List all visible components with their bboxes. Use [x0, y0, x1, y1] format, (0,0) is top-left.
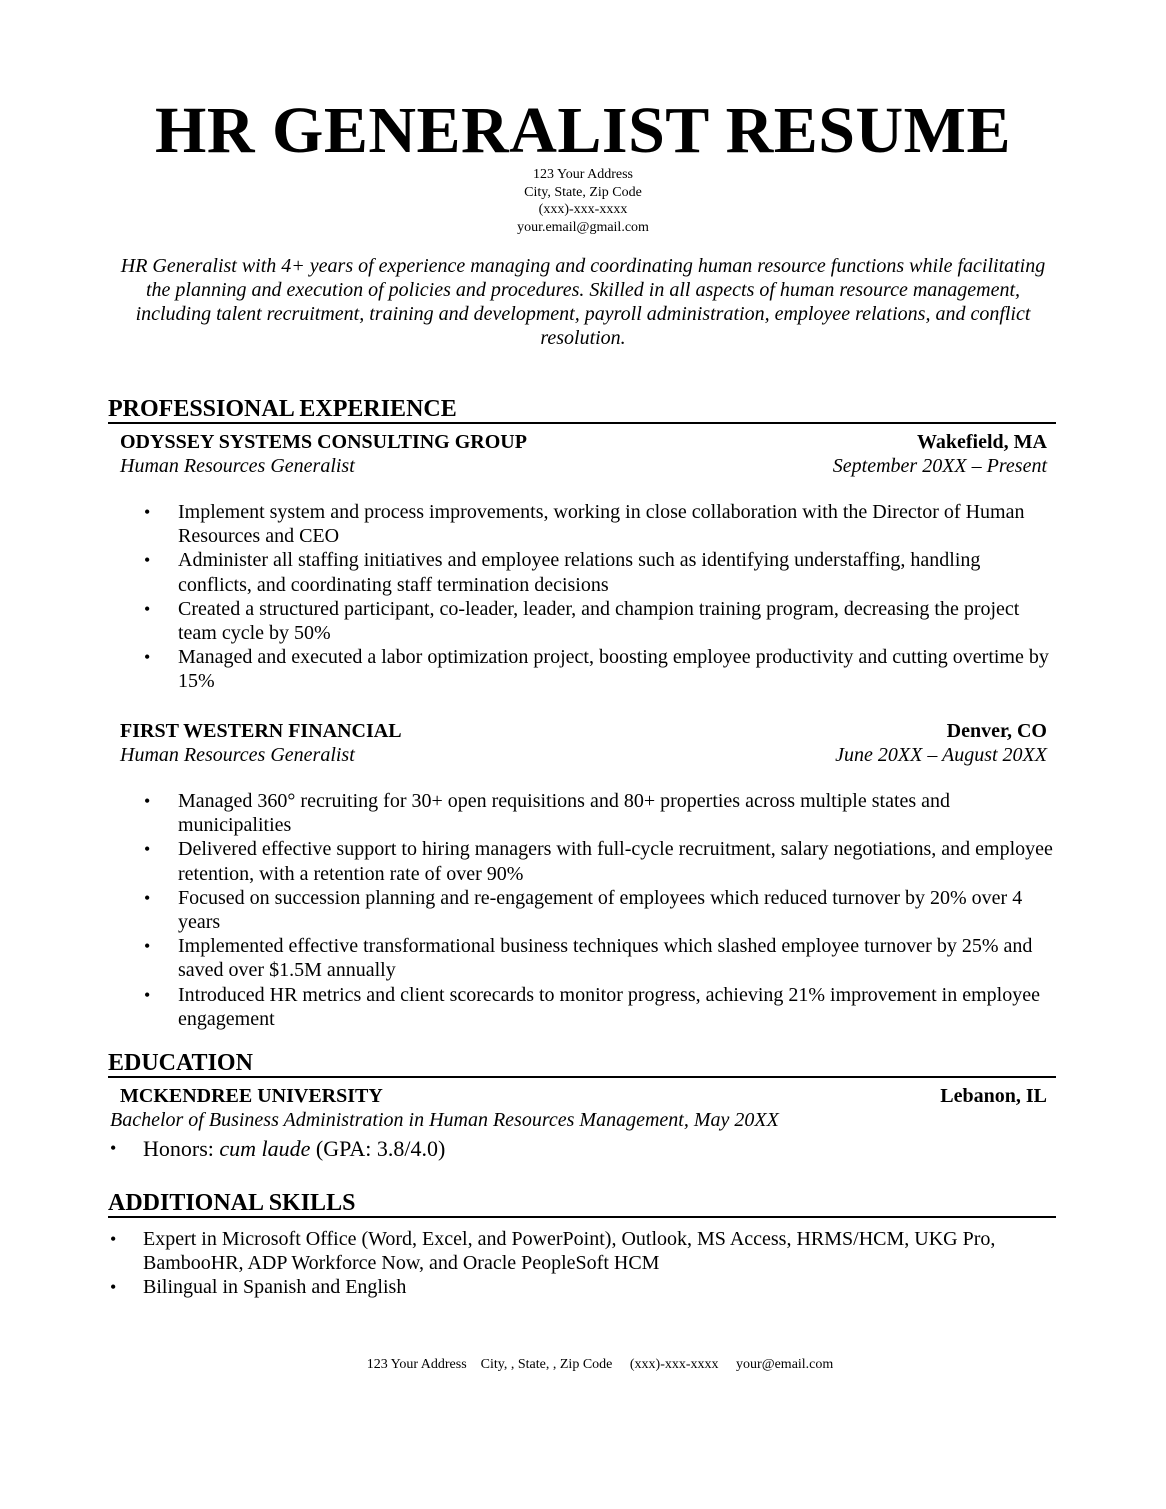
list-item	[144, 983, 1058, 1031]
list-item	[144, 934, 1058, 982]
bullet-dot-icon: •	[110, 1229, 117, 1249]
list-item	[144, 548, 1058, 596]
education-degree: Bachelor of Business Administration in Human Resources Management, May 20XX	[110, 1109, 779, 1131]
bullet-dot-icon: •	[144, 839, 151, 860]
list-item	[110, 1275, 1048, 1299]
job-company: FIRST WESTERN FINANCIAL	[120, 720, 402, 742]
bullet-dot-icon: •	[144, 598, 151, 619]
bullet-dot-icon: •	[110, 1138, 117, 1158]
contact-phone: (xxx)-xxx-xxxx	[538, 202, 628, 217]
section-heading-experience: PROFESSIONAL EXPERIENCE	[108, 396, 1056, 424]
list-item	[110, 1136, 1043, 1162]
honors-label: Honors:	[143, 1136, 220, 1161]
bullet-dot-icon: •	[144, 887, 151, 908]
contact-block	[0, 166, 1166, 236]
bullet-text: Managed and executed a labor optimization project, boosting employee productivity and cutting overtime by 15%	[178, 646, 1049, 693]
job-role: Human Resources Generalist	[120, 455, 355, 477]
list-item	[110, 1227, 1048, 1275]
bullet-text: Implemented effective transformational business techniques which slashed employee turnover by 25% and saved over $1.5M annually	[178, 935, 1033, 982]
education-header-row	[120, 1084, 1047, 1108]
gpa-text: (GPA: 3.8/4.0)	[310, 1136, 446, 1161]
bullet-text: Focused on succession planning and re-engagement of employees which reduced turnover by 20% over 4 years	[178, 886, 1023, 934]
bullet-text: Created a structured participant, co-leader, leader, and champion training program, decreasing the project team cycle by 50%	[178, 597, 1020, 645]
summary: HR Generalist with 4+ years of experience managing and coordinating human resource functions while facilitating the planning and execution of policies and procedures. Skilled in all aspects of human resource management, including talent recruitment, training and development, payroll administration, employee relations, and conflict resolution.	[120, 255, 1046, 349]
list-item	[144, 500, 1058, 548]
job-dates: June 20XX – August 20XX	[835, 744, 1047, 766]
bullet-text: Implement system and process improvements, working in close collaboration with the Director of Human Resources and CEO	[178, 501, 1025, 548]
bullet-text: Administer all staffing initiatives and employee relations such as identifying understaffing, handling conflicts, and coordinating staff termination decisions	[178, 549, 981, 596]
bullet-dot-icon: •	[110, 1277, 117, 1298]
education-school: MCKENDREE UNIVERSITY	[120, 1085, 383, 1107]
job-dates: September 20XX – Present	[832, 455, 1047, 477]
footer-email: your@email.com	[736, 1357, 834, 1372]
education-bullet-list	[110, 1136, 1043, 1162]
bullet-text: Introduced HR metrics and client scorecards to monitor progress, achieving 21% improvement in employee engagement	[178, 983, 1040, 1030]
skill-text: Bilingual in Spanish and English	[143, 1276, 407, 1299]
contact-address: 123 Your Address	[533, 167, 633, 182]
bullet-dot-icon: •	[144, 984, 151, 1005]
contact-city-state-zip: City, State, Zip Code	[524, 184, 642, 200]
job-role: Human Resources Generalist	[120, 744, 355, 766]
footer-phone: (xxx)-xxx-xxxx	[629, 1357, 719, 1372]
education-location: Lebanon, IL	[940, 1085, 1047, 1107]
bullet-dot-icon: •	[144, 936, 151, 957]
bullet-dot-icon: •	[144, 791, 151, 811]
footer-city-state-zip: City, , State, , Zip Code	[480, 1357, 613, 1372]
footer-contact	[0, 1356, 1166, 1374]
job-header-row	[120, 719, 1047, 743]
skills-bullet-list	[110, 1227, 1048, 1300]
honors-value: cum laude	[219, 1136, 311, 1161]
skill-text: Expert in Microsoft Office (Word, Excel, and PowerPoint), Outlook, MS Access, HRMS/HCM, UKG Pro, BambooHR, ADP Workforce Now, and Oracle PeopleSoft HCM	[143, 1228, 996, 1275]
bullet-text: Delivered effective support to hiring managers with full-cycle recruitment, salary negotiations, and employee retention, with a retention rate of over 90%	[178, 838, 1053, 885]
bullet-dot-icon: •	[144, 647, 151, 668]
footer-address: 123 Your Address	[366, 1357, 467, 1372]
list-item	[144, 837, 1058, 885]
job-role-row	[120, 454, 1047, 478]
job-role-row	[120, 743, 1047, 767]
job-location: Wakefield, MA	[917, 431, 1047, 453]
job-company: ODYSSEY SYSTEMS CONSULTING GROUP	[120, 431, 527, 453]
page-title: HR GENERALIST RESUME	[155, 94, 1011, 167]
list-item	[144, 886, 1058, 934]
list-item	[144, 789, 1058, 837]
bullet-dot-icon: •	[144, 502, 151, 522]
list-item	[144, 597, 1058, 645]
job-header-row	[120, 430, 1047, 454]
section-heading-skills: ADDITIONAL SKILLS	[108, 1190, 1056, 1218]
list-item	[144, 645, 1058, 693]
bullet-dot-icon: •	[144, 550, 151, 571]
bullet-text: Managed 360° recruiting for 30+ open requisitions and 80+ properties across multiple states and municipalities	[178, 790, 951, 837]
job-bullet-list	[144, 500, 1058, 694]
section-heading-education: EDUCATION	[108, 1050, 1056, 1078]
job-bullet-list	[144, 789, 1058, 1031]
job-location: Denver, CO	[946, 720, 1047, 742]
contact-email: your.email@gmail.com	[517, 219, 649, 235]
